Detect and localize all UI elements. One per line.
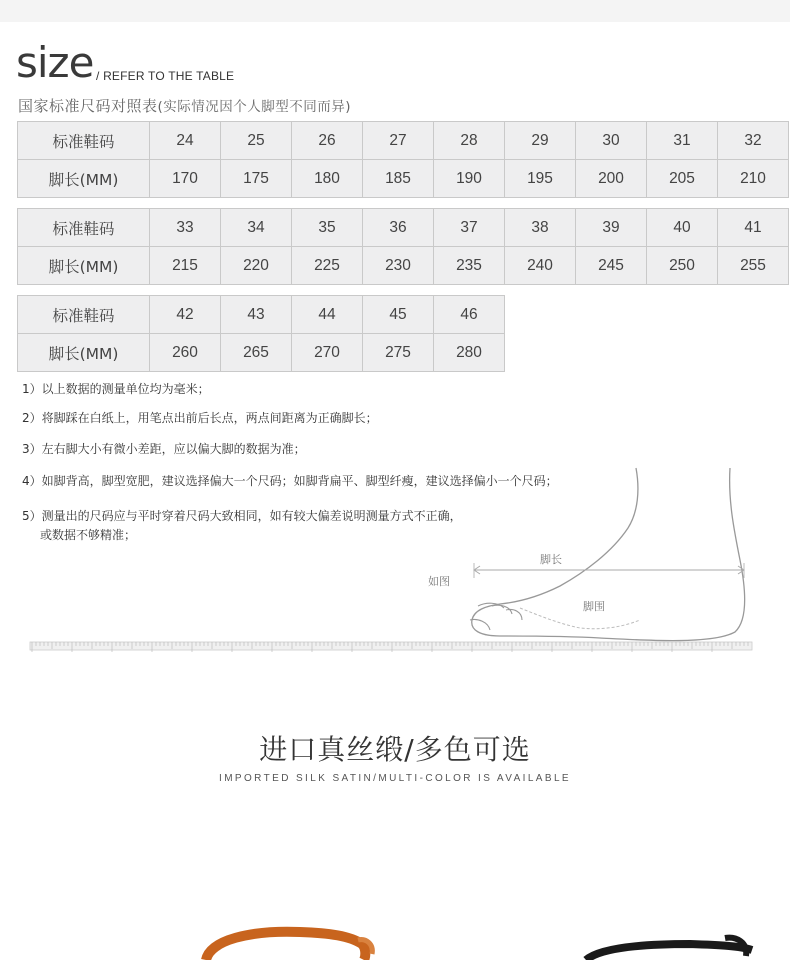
size-table-2	[17, 208, 789, 285]
top-banner-strip	[0, 0, 790, 22]
size-cell: 32	[718, 122, 789, 160]
length-cell: 275	[363, 334, 434, 372]
length-cell: 270	[292, 334, 363, 372]
length-cell: 255	[718, 247, 789, 285]
size-subheading: / REFER TO THE TABLE	[96, 69, 235, 83]
size-cell: 41	[718, 209, 789, 247]
length-row-label: 脚长(MM)	[18, 334, 150, 372]
size-cell: 38	[505, 209, 576, 247]
size-cell: 34	[221, 209, 292, 247]
size-heading: size	[16, 38, 94, 87]
table-title	[18, 95, 351, 116]
length-cell: 230	[363, 247, 434, 285]
size-table-3	[17, 295, 505, 372]
length-row-label: 脚长(MM)	[18, 247, 150, 285]
size-cell: 30	[576, 122, 647, 160]
length-row-label: 脚长(MM)	[18, 160, 150, 198]
note-item: 5）测量出的尺码应与平时穿着尺码大致相同，如有较大偏差说明测量方式不正确，	[22, 509, 462, 523]
length-cell: 185	[363, 160, 434, 198]
size-cell: 24	[150, 122, 221, 160]
length-cell: 260	[150, 334, 221, 372]
toe-lines	[470, 603, 522, 630]
size-cell: 26	[292, 122, 363, 160]
size-cell: 45	[363, 296, 434, 334]
length-cell: 240	[505, 247, 576, 285]
size-cell: 35	[292, 209, 363, 247]
size-cell: 25	[221, 122, 292, 160]
size-cell: 44	[292, 296, 363, 334]
length-cell: 250	[647, 247, 718, 285]
length-cell: 180	[292, 160, 363, 198]
length-cell: 205	[647, 160, 718, 198]
length-cell: 175	[221, 160, 292, 198]
foot-measure-diagram	[0, 460, 790, 670]
length-cell: 190	[434, 160, 505, 198]
size-cell: 33	[150, 209, 221, 247]
length-cell: 225	[292, 247, 363, 285]
size-row	[18, 296, 505, 334]
length-cell: 200	[576, 160, 647, 198]
note-continuation: 或数据不够精准；	[40, 528, 137, 542]
product-preview	[0, 900, 790, 960]
table-title-note: (实际情况因个人脚型不同而异)	[157, 99, 352, 115]
size-row-label: 标准鞋码	[18, 209, 150, 247]
length-row	[18, 247, 789, 285]
size-cell: 27	[363, 122, 434, 160]
size-cell: 42	[150, 296, 221, 334]
length-cell: 195	[505, 160, 576, 198]
size-cell: 36	[363, 209, 434, 247]
girth-arc	[520, 608, 640, 629]
length-cell: 170	[150, 160, 221, 198]
size-cell: 29	[505, 122, 576, 160]
length-cell: 220	[221, 247, 292, 285]
length-cell: 215	[150, 247, 221, 285]
black-satin-loop	[586, 944, 752, 960]
size-cell: 46	[434, 296, 505, 334]
length-cell: 280	[434, 334, 505, 372]
length-cell: 235	[434, 247, 505, 285]
length-cell: 210	[718, 160, 789, 198]
note-item: 2）将脚踩在白纸上，用笔点出前后长点，两点间距离为正确脚长；	[22, 411, 378, 425]
length-cell: 245	[576, 247, 647, 285]
size-cell: 37	[434, 209, 505, 247]
silk-section-title: 进口真丝缎/多色可选	[259, 733, 531, 766]
length-row	[18, 160, 789, 198]
size-cell: 28	[434, 122, 505, 160]
size-cell: 40	[647, 209, 718, 247]
note-item: 4）如脚背高，脚型宽肥，建议选择偏大一个尺码；如脚背扁平、脚型纤瘦，建议选择偏小一个尺码；	[22, 474, 558, 488]
size-row-label: 标准鞋码	[18, 296, 150, 334]
size-cell: 39	[576, 209, 647, 247]
size-row-label: 标准鞋码	[18, 122, 150, 160]
orange-satin-loop	[206, 932, 365, 960]
size-cell: 43	[221, 296, 292, 334]
example-label: 如图	[428, 575, 450, 588]
length-cell: 265	[221, 334, 292, 372]
size-table-1	[17, 121, 789, 198]
foot-outline	[472, 468, 745, 641]
size-row	[18, 122, 789, 160]
size-row	[18, 209, 789, 247]
note-item: 3）左右脚大小有微小差距，应以偏大脚的数据为准；	[22, 442, 306, 456]
size-cell: 31	[647, 122, 718, 160]
girth-label: 脚围	[583, 600, 605, 613]
table-title-main: 国家标准尺码对照表	[18, 97, 158, 115]
length-row	[18, 334, 505, 372]
silk-section-subtitle: IMPORTED SILK SATIN/MULTI-COLOR IS AVAILABLE	[219, 773, 571, 784]
length-label: 脚长	[540, 553, 562, 566]
note-item: 1）以上数据的测量单位均为毫米；	[22, 382, 210, 396]
